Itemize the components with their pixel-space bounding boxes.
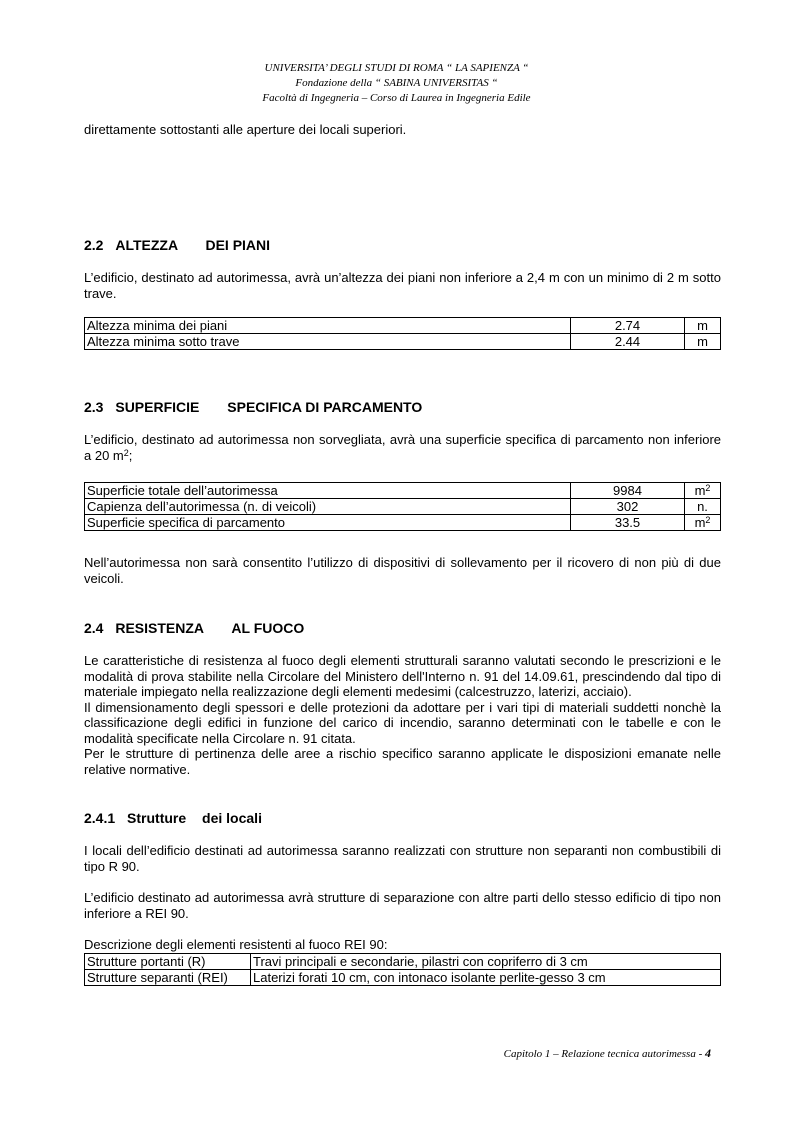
- row-description: Travi principali e secondarie, pilastri con copriferro di 3 cm: [251, 954, 721, 970]
- unit-text: m: [694, 515, 706, 530]
- rei-elements-table: [84, 953, 721, 986]
- parking-surface-table: [84, 482, 721, 531]
- row-unit: m: [685, 334, 721, 350]
- row-label: Superficie specifica di parcamento: [85, 515, 571, 531]
- row-value: 9984: [571, 483, 685, 499]
- heading-part-b: SPECIFICA DI PARCAMENTO: [227, 399, 423, 415]
- table-row: [85, 954, 721, 970]
- header-faculty: Facoltà di Ingegneria – Corso di Laurea in Ingegneria Edile: [262, 92, 531, 104]
- row-label: Altezza minima dei piani: [85, 318, 571, 334]
- page-footer: [504, 1046, 711, 1061]
- structures-paragraph-2: L’edificio destinato ad autorimessa avrà strutture di separazione con altre parti dello stesso edificio di tipo non inferiore a REI 90.: [84, 890, 721, 921]
- footer-text: Capitolo 1 – Relazione tecnica autorimessa -: [503, 1048, 705, 1060]
- table-row: [85, 970, 721, 986]
- row-value: 302: [571, 499, 685, 515]
- row-label: Strutture separanti (REI): [85, 970, 251, 986]
- section-2-3-heading: [84, 399, 422, 415]
- paragraph: Il dimensionamento degli spessori e delle protezioni da adottare per i vari tipi di materiali suddetti nonchè la classificazione degli edifici in funzione del carico di incendio, saranno determinati con le tabelle e con le modalità specificate nella Circolare n. 91 citata.: [84, 699, 721, 746]
- row-value: 2.44: [571, 334, 685, 350]
- unit-text: m: [694, 483, 706, 498]
- lifting-devices-paragraph: Nell’autorimessa non sarà consentito l’utilizzo di dispositivi di sollevamento per il ricovero di non più di due veicoli.: [84, 555, 721, 586]
- heading-part-a: RESISTENZA: [115, 620, 204, 636]
- unit-text: n.: [697, 499, 708, 514]
- heading-part-b: dei locali: [202, 810, 262, 826]
- section-number: 2.4.1: [84, 810, 116, 826]
- section-2-4-1-heading: [84, 810, 262, 826]
- paragraph: Le caratteristiche di resistenza al fuoco degli elementi strutturali saranno valutati secondo le prescrizioni e le modalità di prova stabilite nella Circolare del Ministero dell'Interno n. 91 del 14.09.61, prescindendo dal tipo di materiale impiegato nella realizzazione degli elementi medesimi (calcestruzzo, laterizi, acciaio).: [84, 653, 721, 699]
- heading-part-b: DEI PIANI: [205, 237, 271, 253]
- section-number: 2.4: [84, 620, 104, 636]
- table-row: [85, 499, 721, 515]
- superscript: 2: [123, 447, 129, 458]
- row-value: 33.5: [571, 515, 685, 531]
- row-unit: [685, 483, 721, 499]
- table-caption: Descrizione degli elementi resistenti al fuoco REI 90:: [84, 937, 388, 952]
- table-row: [85, 334, 721, 350]
- heading-part-a: SUPERFICIE: [115, 399, 200, 415]
- para-end: ;: [128, 447, 133, 463]
- row-label: Superficie totale dell’autorimessa: [85, 483, 571, 499]
- page-number: 4: [705, 1046, 711, 1060]
- row-description: Laterizi forati 10 cm, con intonaco isolante perlite-gesso 3 cm: [251, 970, 721, 986]
- section-2-2-paragraph: L’edificio, destinato ad autorimessa, avrà un’altezza dei piani non inferiore a 2,4 m con un minimo di 2 m sotto trave.: [84, 270, 721, 301]
- section-number: 2.3: [84, 399, 104, 415]
- para-text: L’edificio, destinato ad autorimessa non sorvegliata, avrà una superficie specifica di parcamento non inferiore a 20 m: [84, 432, 721, 463]
- header-foundation: Fondazione della “ SABINA UNIVERSITAS “: [295, 77, 498, 89]
- row-unit: m: [685, 318, 721, 334]
- row-label: Strutture portanti (R): [85, 954, 251, 970]
- section-2-2-heading: [84, 237, 270, 253]
- unit-superscript: 2: [705, 515, 711, 525]
- row-unit: [685, 515, 721, 531]
- header-university: UNIVERSITA’ DEGLI STUDI DI ROMA “ LA SAPIENZA “: [264, 62, 529, 74]
- floor-height-table: [84, 317, 721, 350]
- row-unit: [685, 499, 721, 515]
- heading-part-a: Strutture: [127, 810, 187, 826]
- intro-paragraph: direttamente sottostanti alle aperture dei locali superiori.: [84, 122, 407, 137]
- unit-superscript: 2: [705, 483, 711, 493]
- heading-part-b: AL FUOCO: [231, 620, 305, 636]
- row-label: Capienza dell’autorimessa (n. di veicoli): [85, 499, 571, 515]
- fire-resistance-text: [84, 653, 721, 777]
- row-value: 2.74: [571, 318, 685, 334]
- paragraph: Per le strutture di pertinenza delle aree a rischio specifico saranno applicate le disposizioni emanate nelle relative normative.: [84, 746, 721, 777]
- section-2-4-heading: [84, 620, 304, 636]
- section-2-3-paragraph: [84, 432, 721, 463]
- table-row: [85, 483, 721, 499]
- heading-part-a: ALTEZZA: [115, 237, 178, 253]
- row-label: Altezza minima sotto trave: [85, 334, 571, 350]
- table-row: [85, 318, 721, 334]
- table-row: [85, 515, 721, 531]
- structures-paragraph-1: I locali dell’edificio destinati ad autorimessa saranno realizzati con strutture non separanti non combustibili di tipo R 90.: [84, 843, 721, 874]
- section-number: 2.2: [84, 237, 104, 253]
